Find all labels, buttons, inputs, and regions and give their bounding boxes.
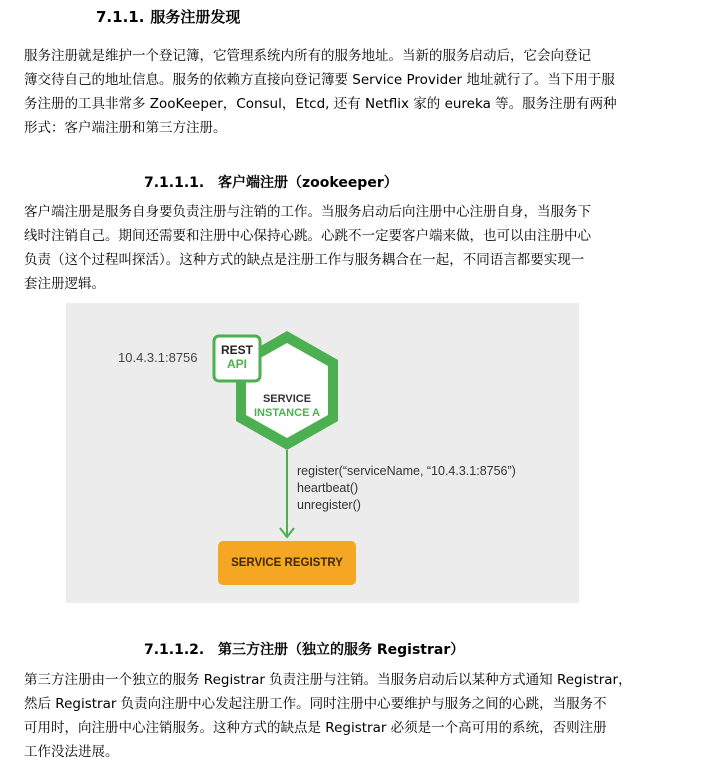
rest-label: REST xyxy=(220,343,253,357)
section-title: 服务注册发现 xyxy=(150,8,241,26)
subsection-title: 第三方注册（独立的服务 Registrar） xyxy=(218,642,465,658)
client-registration-diagram xyxy=(66,303,579,603)
paragraph-line: 然后 Registrar 负责向注册中心发起注册工作。同时注册中心要维护与服务之间的心跳，当服务不 xyxy=(24,696,607,712)
section-heading xyxy=(96,6,240,27)
section-number: 7.1.1. xyxy=(96,8,145,26)
intro-paragraph xyxy=(24,44,617,140)
client-registration-paragraph xyxy=(24,200,591,296)
service-registry-box xyxy=(218,541,356,585)
instance-label: INSTANCE A xyxy=(254,407,320,419)
subsection-heading-client xyxy=(144,172,398,192)
subsection-number: 7.1.1.1. xyxy=(144,175,205,191)
api-label: API xyxy=(226,357,247,371)
paragraph-line: 形式：客户端注册和第三方注册。 xyxy=(24,120,227,136)
paragraph-line: 簿交待自己的地址信息。服务的依赖方直接向登记簿要 Service Provider 地址就行了。当下用于服 xyxy=(24,72,615,88)
subsection-heading-third-party xyxy=(144,639,464,659)
service-label: SERVICE xyxy=(262,393,312,405)
register-call: register(“serviceName, “10.4.3.1:8756”) xyxy=(297,464,516,478)
third-party-paragraph xyxy=(24,668,632,764)
paragraph-line: 负责（这个过程叫探活）。这种方式的缺点是注册工作与服务耦合在一起，不同语言都要实现一 xyxy=(24,252,585,268)
service-registry-label: SERVICE REGISTRY xyxy=(231,557,343,569)
paragraph-line: 务注册的工具非常多 ZooKeeper，Consul，Etcd, 还有 Netflix 家的 eureka 等。服务注册有两种 xyxy=(24,96,617,112)
paragraph-line: 线时注销自己。期间还需要和注册中心保持心跳。心跳不一定要客户端来做，也可以由注册中心 xyxy=(24,228,591,244)
paragraph-line: 客户端注册是服务自身要负责注册与注销的工作。当服务启动后向注册中心注册自身，当服务下 xyxy=(24,204,591,220)
paragraph-line: 套注册逻辑。 xyxy=(24,276,105,292)
subsection-number: 7.1.1.2. xyxy=(144,642,205,658)
paragraph-line: 第三方注册由一个独立的服务 Registrar 负责注册与注销。当服务启动后以某种方式通知 Registrar， xyxy=(24,672,632,688)
paragraph-line: 工作没法进展。 xyxy=(24,744,119,760)
paragraph-line: 服务注册就是维护一个登记簿，它管理系统内所有的服务地址。当新的服务启动后，它会向登记 xyxy=(24,48,591,64)
subsection-title: 客户端注册（zookeeper） xyxy=(218,175,398,191)
service-address: 10.4.3.1:8756 xyxy=(118,350,198,365)
paragraph-line: 可用时，向注册中心注销服务。这种方式的缺点是 Registrar 必须是一个高可用的系统，否则注册 xyxy=(24,720,607,736)
heartbeat-call: heartbeat() xyxy=(297,481,359,495)
unregister-call: unregister() xyxy=(297,498,361,512)
